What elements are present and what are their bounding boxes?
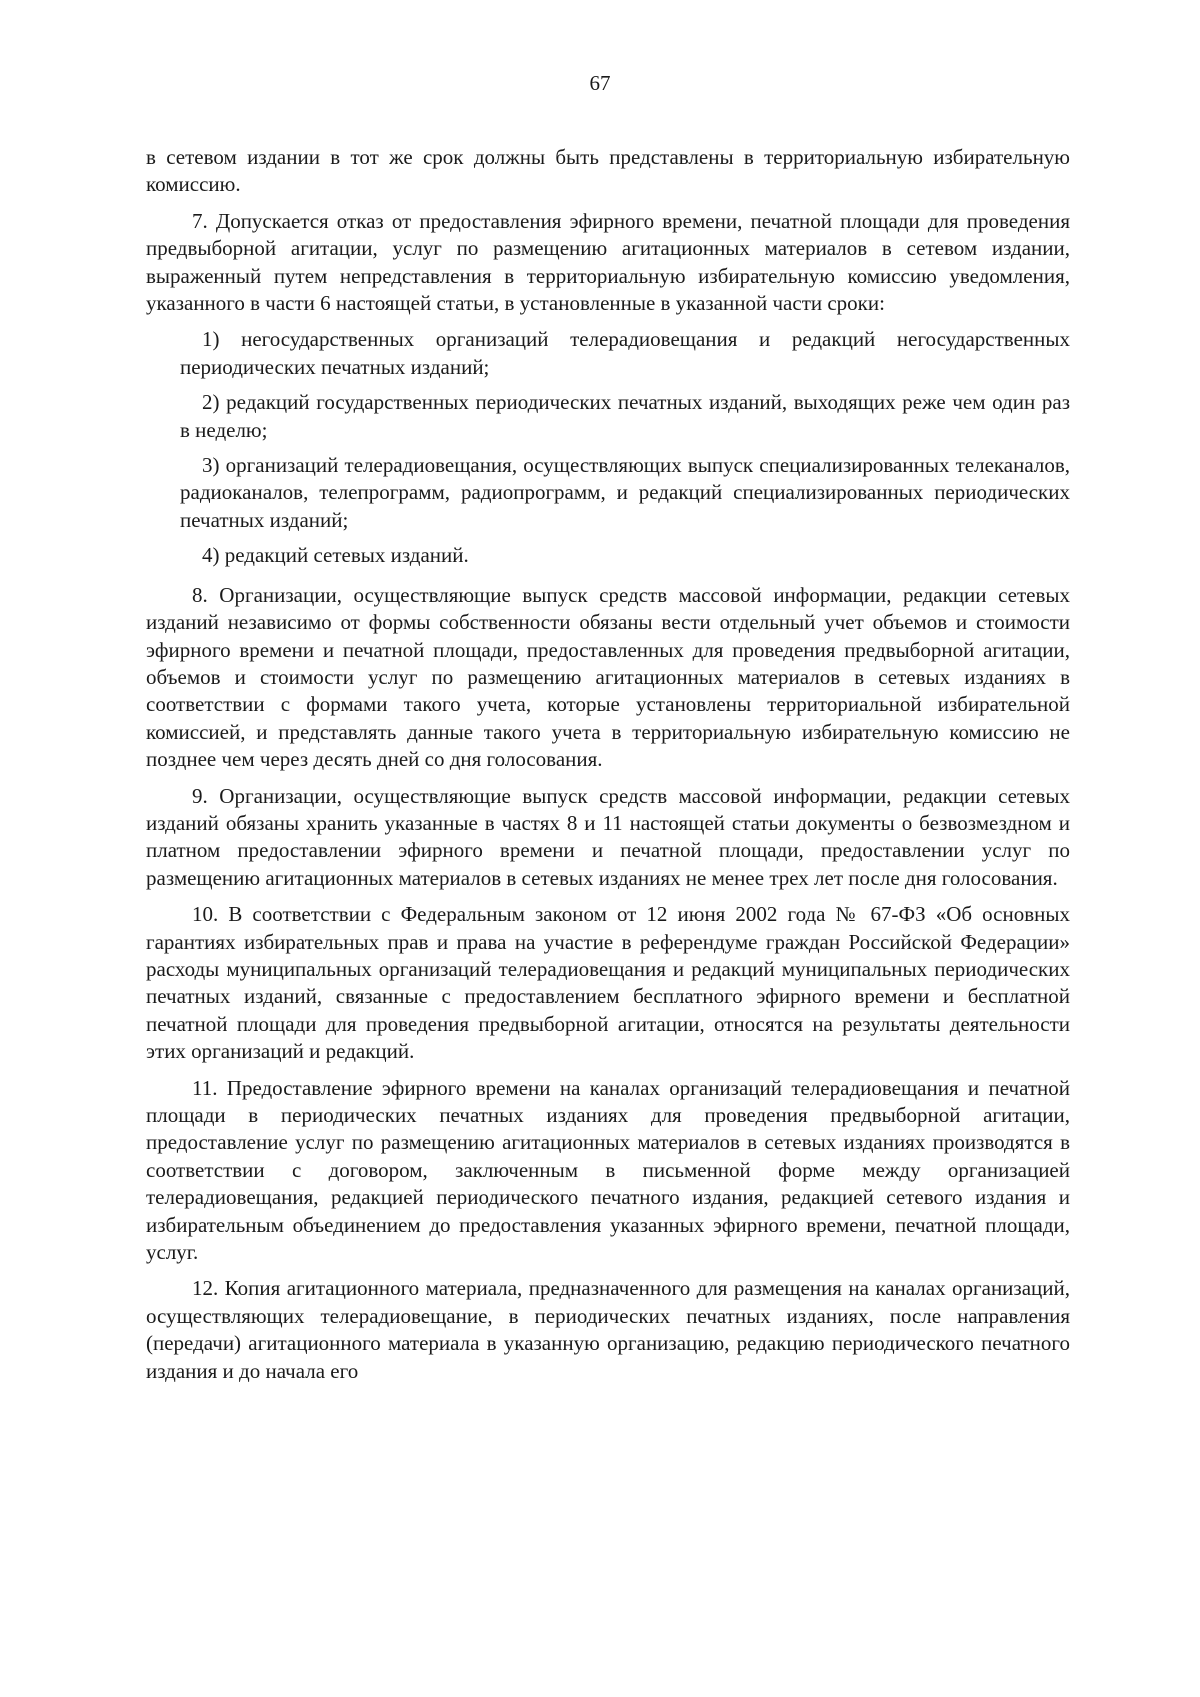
paragraph-11: 11. Предоставление эфирного времени на каналах организаций телерадиовещания и печатной площади в периодических печатных изданиях для проведения предвыборной агитации, предоставление услуг по размещению агитационных материалов в сетевых изданиях производятся в соответствии с договором, заключенным в письменной форме между организацией телерадиовещания, редакцией периодического печатного издания, редакцией сетевого издания и избирательным объединением до предоставления указанных эфирного времени, печатной площади, услуг. — [146, 1075, 1070, 1265]
paragraph-12: 12. Копия агитационного материала, предназначенного для размещения на каналах организаций, осуществляющих телерадиовещание, в периодических печатных изданиях, после направления (передачи) агитационного материала в указанную организацию, редакцию периодического печатного издания и до начала его — [146, 1276, 1070, 1383]
list-item-2: 2) редакций государственных периодических печатных изданий, выходящих реже чем один раз в неделю; — [180, 390, 1070, 442]
paragraph-continuation: в сетевом издании в тот же срок должны быть представлены в территориальную избирательную комиссию. — [146, 145, 1070, 197]
paragraph-9: 9. Организации, осуществляющие выпуск средств массовой информации, редакции сетевых изданий обязаны хранить указанные в частях 8 и 11 настоящей статьи документы о безвозмездном и платном предоставлении эфирного времени и печатной площади, предоставлении услуг по размещению агитационных материалов в сетевых изданиях не менее трех лет после дня голосования. — [146, 783, 1070, 890]
paragraph-7: 7. Допускается отказ от предоставления эфирного времени, печатной площади для проведения предвыборной агитации, услуг по размещению агитационных материалов в сетевом издании, выраженный путем непредставления в территориальную избирательную комиссию уведомления, указанного в части 6 настоящей статьи, в установленные в указанной части сроки: — [146, 208, 1070, 316]
list-item-3: 3) организаций телерадиовещания, осуществляющих выпуск специализированных телеканалов, радиоканалов, телепрограмм, радиопрограмм, и редакций специализированных периодических печатных изданий; — [180, 453, 1070, 532]
list-item-1: 1) негосударственных организаций телерадиовещания и редакций негосударственных периодических печатных изданий; — [180, 327, 1070, 379]
paragraph-10: 10. В соответствии с Федеральным законом от 12 июня 2002 года № 67-ФЗ «Об основных гарантиях избирательных прав и права на участие в референдуме граждан Российской Федерации» расходы муниципальных организаций телерадиовещания и редакций муниципальных периодических печатных изданий, связанные с предоставлением бесплатного эфирного времени и бесплатной печатной площади для проведения предвыборной агитации, относятся на результаты деятельности этих организаций и редакций. — [146, 902, 1070, 1064]
page-number: 67 — [589, 71, 611, 95]
document-body — [146, 144, 1070, 1394]
list-item-4: 4) редакций сетевых изданий. — [202, 543, 469, 568]
paragraph-8: 8. Организации, осуществляющие выпуск средств массовой информации, редакции сетевых изданий независимо от формы собственности обязаны вести отдельный учет объемов и стоимости эфирного времени и печатной площади, предоставленных для проведения предвыборной агитации, объемов и стоимости услуг по размещению агитационных материалов в сетевых изданиях в соответствии с формами такого учета, которые установлены территориальной избирательной комиссией, и представлять данные такого учета в территориальную избирательную комиссию не позднее чем через десять дней со дня голосования. — [146, 582, 1070, 772]
